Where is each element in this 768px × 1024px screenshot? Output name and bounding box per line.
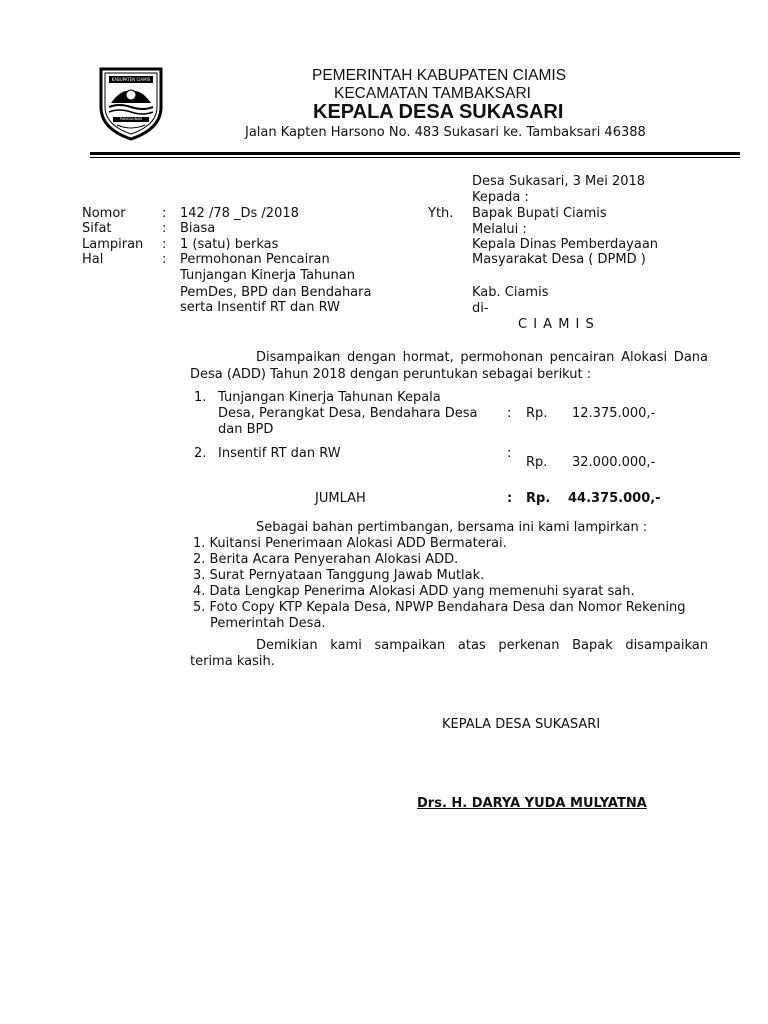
kepada-label: Kepada :: [472, 190, 529, 205]
recipient-ciamis: C I A M I S: [518, 317, 595, 332]
attachment-item: 3. Surat Pernyataan Tanggung Jawab Mutlak.: [193, 568, 485, 583]
logo-text-bottom: PANGAUBAN: [120, 117, 142, 121]
header-rule-thin: [90, 157, 740, 158]
lampiran-colon: :: [162, 237, 167, 252]
header-rule-thick: [90, 152, 740, 155]
intro-line-2: Desa (ADD) Tahun 2018 dengan peruntukan sebagai berikut :: [190, 367, 592, 382]
item-1-amount: 12.375.000,-: [572, 406, 656, 421]
total-amount: 44.375.000,-: [568, 491, 661, 506]
hal-line: PemDes, BPD dan Bendahara: [180, 285, 372, 300]
item-2-colon: :: [507, 446, 512, 461]
sifat-label: Sifat: [82, 221, 112, 236]
intro-line-1: Disampaikan dengan hormat, permohonan pencairan Alokasi Dana: [256, 350, 708, 365]
attachment-item: 5. Foto Copy KTP Kepala Desa, NPWP Bendahara Desa dan Nomor Rekening: [193, 600, 686, 615]
item-2-line: Insentif RT dan RW: [218, 446, 341, 461]
recipient-di: di-: [472, 301, 489, 316]
item-1-line: Tunjangan Kinerja Tahunan Kepala: [218, 390, 441, 405]
yth-label: Yth.: [428, 206, 454, 221]
logo-text-top: KABUPATEN CIAMIS: [111, 77, 151, 82]
hal-line: Tunjangan Kinerja Tahunan: [180, 268, 355, 283]
item-1-colon: :: [507, 406, 512, 421]
total-rp: Rp.: [526, 491, 551, 506]
item-1-line: Desa, Perangkat Desa, Bendahara Desa: [218, 406, 478, 421]
header-address: Jalan Kapten Harsono No. 483 Sukasari ke. Tambaksari 46388: [245, 125, 646, 140]
header-line-2: KECAMATAN TAMBAKSARI: [334, 85, 531, 102]
total-colon: :: [507, 491, 513, 506]
melalui-label: Melalui :: [472, 222, 527, 237]
kabupaten-ciamis-logo: [95, 63, 167, 143]
lampiran-value: 1 (satu) berkas: [180, 237, 279, 252]
recipient-dinas-1: Kepala Dinas Pemberdayaan: [472, 237, 659, 252]
attachments-intro: Sebagai bahan pertimbangan, bersama ini kami lampirkan :: [256, 520, 648, 535]
hal-colon: :: [162, 252, 167, 267]
attachment-item: 4. Data Lengkap Penerima Alokasi ADD yang memenuhi syarat sah.: [193, 584, 635, 599]
header-line-1: PEMERINTAH KABUPATEN CIAMIS: [312, 67, 567, 84]
item-2-rp: Rp.: [526, 455, 548, 470]
closing-line-2: terima kasih.: [190, 654, 275, 669]
item-1-line: dan BPD: [218, 422, 274, 437]
hal-line: Permohonan Pencairan: [180, 252, 330, 267]
recipient-dinas-2: Masyarakat Desa ( DPMD ): [472, 252, 646, 267]
letter-date: Desa Sukasari, 3 Mei 2018: [472, 174, 646, 189]
recipient-kab: Kab. Ciamis: [472, 285, 549, 300]
nomor-colon: :: [162, 206, 167, 221]
closing-line-1: Demikian kami sampaikan atas perkenan Bapak disampaikan: [256, 638, 708, 653]
header-line-3: KEPALA DESA SUKASARI: [313, 101, 564, 123]
item-1-number: 1.: [194, 390, 207, 405]
item-1-rp: Rp.: [526, 406, 548, 421]
lampiran-label: Lampiran: [82, 237, 144, 252]
attachment-item-continuation: Pemerintah Desa.: [210, 616, 326, 631]
nomor-label: Nomor: [82, 206, 126, 221]
attachment-item: 1. Kuitansi Penerimaan Alokasi ADD Bermaterai.: [193, 536, 507, 551]
hal-label: Hal: [82, 252, 104, 267]
total-label: JUMLAH: [315, 491, 366, 506]
recipient-bupati: Bapak Bupati Ciamis: [472, 206, 607, 221]
item-2-number: 2.: [194, 446, 207, 461]
nomor-value: 142 /78 _Ds /2018: [180, 206, 299, 221]
sifat-value: Biasa: [180, 221, 216, 236]
attachment-item: 2. Berita Acara Penyerahan Alokasi ADD.: [193, 552, 459, 567]
signature-title: KEPALA DESA SUKASARI: [442, 717, 601, 732]
hal-line: serta Insentif RT dan RW: [180, 300, 340, 315]
sifat-colon: :: [162, 221, 167, 236]
item-2-amount: 32.000.000,-: [572, 455, 656, 470]
signature-name: Drs. H. DARYA YUDA MULYATNA: [417, 796, 647, 811]
